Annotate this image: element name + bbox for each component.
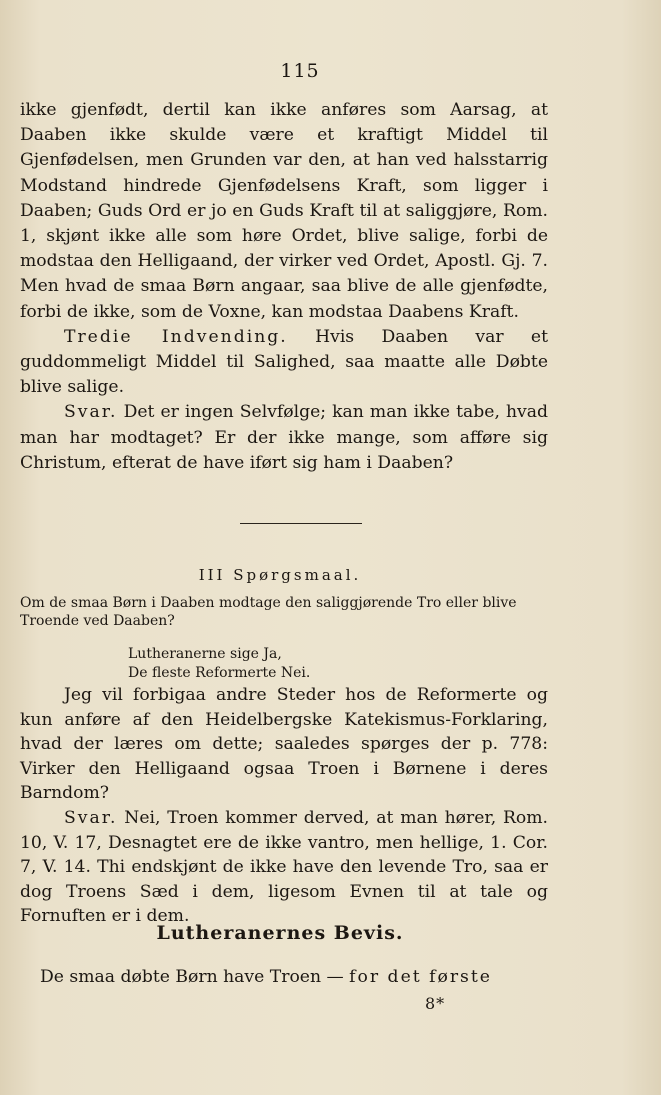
text-block-2 — [20, 683, 548, 929]
lutheran-answer: Lutheranerne sige Ja, — [128, 646, 282, 662]
paragraph-answer — [20, 400, 548, 476]
section-answers — [128, 645, 548, 683]
paragraph-reformed-answer — [20, 806, 548, 929]
paragraph-third-objection — [20, 325, 548, 401]
reformed-answer-label: Svar. — [64, 807, 118, 828]
section-divider — [240, 523, 362, 524]
sub-heading: Lutheranernes Bevis. — [156, 922, 404, 944]
signature-mark: 8* — [425, 994, 446, 1013]
section-question: Om de smaa Børn i Daaben modtage den saliggjørende Tro eller blive Troende ved Daaben? — [20, 595, 517, 629]
third-objection-text: Hvis Daaben var et guddommeligt Middel til Salighed, saa maatte alle Døbte blive salige. — [20, 326, 549, 398]
third-objection-label: Tredie Indvending. — [64, 326, 288, 347]
reformed-answer: De fleste Reformerte Nei. — [128, 665, 311, 681]
final-line-text: De smaa døbte Børn have Troen — — [40, 967, 350, 987]
page-number: 115 — [280, 60, 320, 82]
final-line-spaced: for det første — [349, 967, 492, 987]
text-block-1 — [20, 98, 548, 476]
answer-text: Det er ingen Selvfølge; kan man ikke tabe, hvad man har modtaget? Er der ikke mange, som afføre sig Christum, efterat de have iført sig ham i Daaben? — [20, 402, 548, 473]
reformed-answer-text: Nei, Troen kommer derved, at man hører, Rom. 10, V. 17, Desnagtet ere de ikke vantro, men hellige, 1. Cor. 7, V. 14. Thi endskjønt de ikke have den levende Tro, saa er dog Troens Sæd i dem, ligesom Evnen til at tale og Fornuften er i dem. — [20, 807, 548, 927]
paragraph-heidelberg: Jeg vil forbigaa andre Steder hos de Reformerte og kun anføre af den Heidelbergske Katekismus-Forklaring, hvad der læres om dette; saaledes spørges der p. 778: Virker den Helligaand ogsaa Troen i Børnene i deres Barndom? — [20, 685, 548, 804]
final-line — [40, 965, 540, 989]
answer-label: Svar. — [64, 402, 118, 423]
section-heading: III Spørgsmaal. — [198, 566, 362, 584]
paragraph-continuation: ikke gjenfødt, dertil kan ikke anføres som Aarsag, at Daaben ikke skulde være et kraftigt Middel til Gjenfødelsen, men Grunden var den, at han ved halsstarrig Modstand hindrede Gjenfødelsens Kraft, som ligger i Daaben; Guds Ord er jo en Guds Kraft til at saliggjøre, Rom. 1, skjønt ikke alle som høre Ordet, blive salige, forbi de modstaa den Helligaand, der virker ved Ordet, Apostl. Gj. 7. Men hvad de smaa Børn angaar, saa blive de alle gjenfødte, forbi de ikke, som de Voxne, kan modstaa Daabens Kraft. — [20, 100, 548, 322]
